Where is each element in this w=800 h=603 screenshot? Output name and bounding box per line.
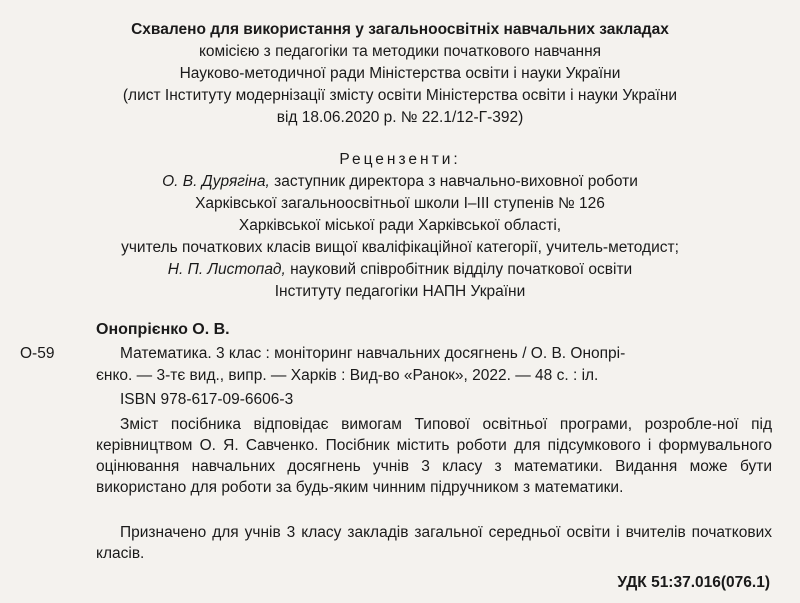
- abstract-p2-text: Призначено для учнів 3 класу закладів загальної середньої освіти і вчителів початкових класів.: [96, 524, 772, 562]
- approval-line-4: (лист Інституту модернізації змісту освіти Міністерства освіти і науки України: [122, 87, 678, 104]
- approval-line-5: від 18.06.2020 р. № 22.1/12-Г-392): [276, 109, 524, 126]
- reviewer-1-name: О. В. Дурягіна,: [162, 173, 270, 190]
- catalog-title-line-1: Математика. 3 клас : моніторинг навчальних досягнень / О. В. Онопрі-: [120, 345, 626, 362]
- approval-line-1: Схвалено для використання у загальноосвітніх навчальних закладах: [131, 21, 669, 38]
- reviewer-1-line-4: учитель початкових класів вищої кваліфікаційної категорії, учитель-методист;: [121, 239, 679, 256]
- reviewer-2-name: Н. П. Листопад,: [167, 261, 286, 278]
- abstract-paragraph-2: [96, 522, 772, 564]
- approval-line-3: Науково-методичної ради Міністерства освіти і науки України: [179, 65, 621, 82]
- reviewer-1-role: заступник директора з навчально-виховної роботи: [269, 173, 638, 190]
- catalog-isbn: ISBN 978-617-09-6606-3: [120, 391, 294, 408]
- reviewers-heading: Рецензенти:: [339, 151, 461, 168]
- reviewer-2-role: науковий співробітник відділу початкової освіти: [285, 261, 633, 278]
- catalog-title-line-2: єнко. — 3-тє вид., випр. — Харків : Вид-во «Ранок», 2022. — 48 с. : іл.: [96, 367, 599, 384]
- catalog-code: О-59: [20, 345, 55, 362]
- abstract-paragraph-1: [96, 414, 772, 498]
- reviewer-1-line-2: Харківської загальноосвітньої школи І–ІІІ ступенів № 126: [195, 195, 605, 212]
- reviewer-1-line-3: Харківської міської ради Харківської області,: [238, 217, 562, 234]
- reviewer-1-line-1: [0, 172, 800, 192]
- approval-line-2: комісією з педагогіки та методики початкового навчання: [198, 43, 602, 60]
- abstract-p1-text: Зміст посібника відповідає вимогам Типової освітньої програми, розробле-ної під керівництвом О. Я. Савченко. Посібник містить роботи для підсумкового і формувального оцінювання навчальних досягнень учнів 3 класу з математики. Видання може бути використано для роботи за будь-яким чинним підручником з математики.: [96, 416, 772, 496]
- udc-code: УДК 51:37.016(076.1): [617, 574, 770, 591]
- catalog-author: Онопрієнко О. В.: [96, 321, 230, 338]
- reviewer-2-line-2: Інституту педагогіки НАПН України: [274, 283, 526, 300]
- reviewer-2-line-1: [0, 260, 800, 280]
